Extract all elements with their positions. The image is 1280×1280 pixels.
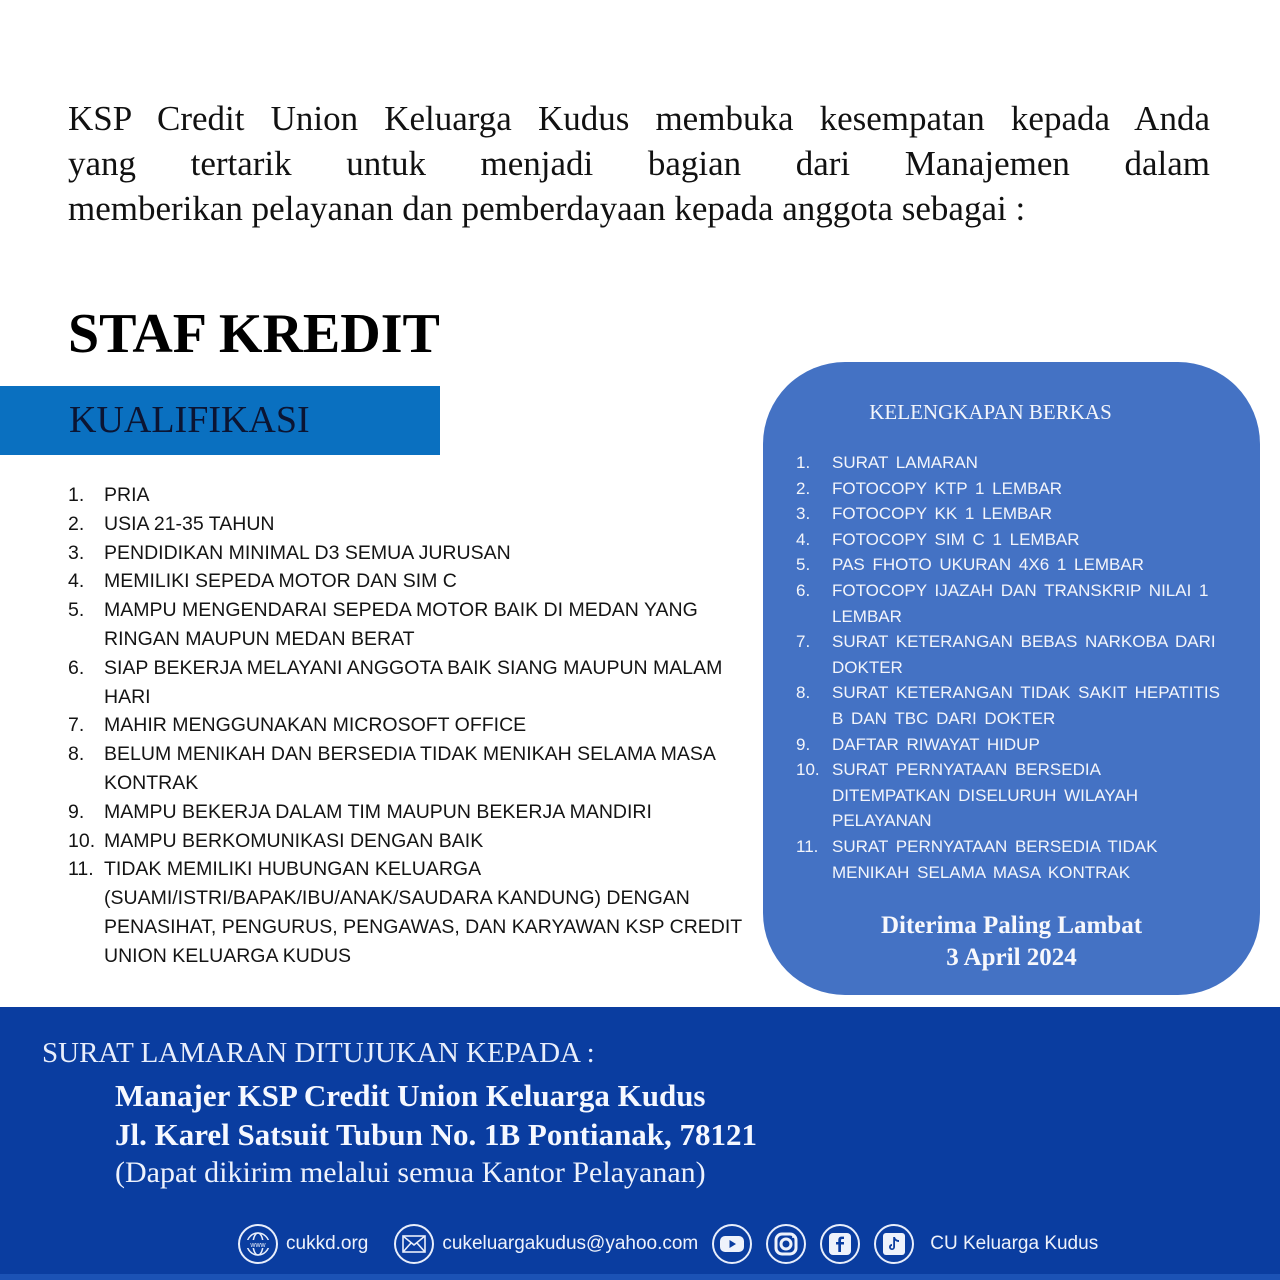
item-number: 11. bbox=[796, 836, 819, 856]
documents-list bbox=[796, 450, 1226, 885]
qualifications-heading-band bbox=[0, 386, 440, 455]
item-number: 2. bbox=[796, 478, 811, 498]
item-text: FOTOCOPY KK 1 LEMBAR bbox=[832, 504, 1052, 524]
address-label: SURAT LAMARAN DITUJUKAN KEPADA : bbox=[42, 1037, 595, 1069]
social-handle: CU Keluarga Kudus bbox=[930, 1233, 1099, 1254]
item-number: 11. bbox=[68, 858, 94, 881]
document-item bbox=[796, 680, 1226, 731]
document-item bbox=[796, 834, 1226, 885]
item-text: FOTOCOPY SIM C 1 LEMBAR bbox=[832, 529, 1080, 549]
item-number: 3. bbox=[796, 504, 811, 524]
item-text: MAMPU BERKOMUNIKASI DENGAN BAIK bbox=[104, 829, 484, 852]
recipient-name: Manajer KSP Credit Union Keluarga Kudus bbox=[115, 1078, 706, 1113]
intro-line-2: yang tertarik untuk menjadi bagian dari Manajemen dalam bbox=[68, 144, 1210, 183]
qualification-item bbox=[68, 827, 758, 856]
item-number: 7. bbox=[68, 714, 85, 737]
qualifications-heading: KUALIFIKASI bbox=[69, 399, 310, 441]
item-text: MAMPU BEKERJA DALAM TIM MAUPUN BEKERJA MANDIRI bbox=[104, 800, 652, 823]
deadline bbox=[763, 910, 1260, 974]
document-item bbox=[796, 527, 1226, 553]
delivery-note: (Dapat dikirim melalui semua Kantor Pelayanan) bbox=[115, 1156, 706, 1189]
item-text: FOTOCOPY KTP 1 LEMBAR bbox=[832, 478, 1063, 498]
deadline-date: 3 April 2024 bbox=[946, 944, 1077, 971]
item-number: 10. bbox=[68, 829, 96, 852]
position-title: STAF KREDIT bbox=[68, 303, 440, 365]
item-number: 8. bbox=[68, 743, 85, 766]
item-number: 1. bbox=[68, 484, 85, 506]
item-text: SURAT LAMARAN bbox=[832, 453, 978, 472]
item-number: 7. bbox=[796, 632, 811, 652]
item-number: 5. bbox=[796, 555, 811, 575]
qualification-item bbox=[68, 654, 758, 712]
item-number: 9. bbox=[796, 734, 811, 754]
qualification-item bbox=[68, 539, 758, 568]
svg-text:www: www bbox=[250, 1242, 266, 1249]
item-number: 4. bbox=[796, 529, 811, 549]
item-text: BELUM MENIKAH DAN BERSEDIA TIDAK MENIKAH SELAMA MASA KONTRAK bbox=[104, 743, 715, 794]
qualification-item bbox=[68, 740, 758, 798]
instagram-icon[interactable] bbox=[766, 1224, 806, 1264]
document-item bbox=[796, 757, 1226, 834]
deadline-label: Diterima Paling Lambat bbox=[880, 912, 1143, 939]
facebook-icon[interactable] bbox=[820, 1224, 860, 1264]
email-link[interactable]: cukeluargakudus@yahoo.com bbox=[442, 1233, 699, 1254]
www-globe-icon bbox=[238, 1224, 278, 1264]
footer-band bbox=[0, 1007, 1280, 1280]
recipient-address: Jl. Karel Satsuit Tubun No. 1B Pontianak, 78121 bbox=[115, 1117, 757, 1152]
document-item bbox=[796, 552, 1226, 578]
intro-line-1: KSP Credit Union Keluarga Kudus membuka kesempatan kepada Anda bbox=[68, 99, 1210, 138]
item-text: TIDAK MEMILIKI HUBUNGAN KELUARGA (SUAMI/ISTRI/BAPAK/IBU/ANAK/SAUDARA KANDUNG) DENGAN PENASIHAT, PENGURUS, PENGAWAS, DAN KARYAWAN KSP CREDIT UNION KELUARGA KUDUS bbox=[104, 858, 742, 967]
item-text: PENDIDIKAN MINIMAL D3 SEMUA JURUSAN bbox=[104, 541, 511, 564]
qualification-item bbox=[68, 596, 758, 654]
item-number: 4. bbox=[68, 570, 85, 593]
item-number: 6. bbox=[68, 656, 85, 679]
document-item bbox=[796, 629, 1226, 680]
item-text: SURAT PERNYATAAN BERSEDIA DITEMPATKAN DISELURUH WILAYAH PELAYANAN bbox=[832, 760, 1139, 831]
tiktok-icon[interactable] bbox=[874, 1224, 914, 1264]
document-item bbox=[796, 476, 1226, 502]
item-text: SIAP BEKERJA MELAYANI ANGGOTA BAIK SIANG MAUPUN MALAM HARI bbox=[104, 656, 723, 708]
item-text: SURAT PERNYATAAN BERSEDIA TIDAK MENIKAH SELAMA MASA KONTRAK bbox=[832, 836, 1158, 882]
item-number: 9. bbox=[68, 800, 85, 823]
footer-bottom-stripe bbox=[0, 1274, 1280, 1280]
item-number: 5. bbox=[68, 599, 85, 622]
contact-bar bbox=[238, 1222, 1098, 1266]
documents-heading: KELENGKAPAN BERKAS bbox=[869, 400, 1112, 424]
qualification-item bbox=[68, 855, 758, 970]
item-text: MEMILIKI SEPEDA MOTOR DAN SIM C bbox=[104, 570, 457, 593]
document-item bbox=[796, 501, 1226, 527]
item-text: SURAT KETERANGAN TIDAK SAKIT HEPATITIS B DAN TBC DARI DOKTER bbox=[832, 683, 1220, 728]
intro-line-3: memberikan pelayanan dan pemberdayaan kepada anggota sebagai : bbox=[68, 189, 1026, 228]
item-number: 6. bbox=[796, 580, 811, 600]
item-text: PRIA bbox=[104, 484, 150, 506]
document-item bbox=[796, 578, 1226, 629]
item-text: MAMPU MENGENDARAI SEPEDA MOTOR BAIK DI MEDAN YANG RINGAN MAUPUN MEDAN BERAT bbox=[104, 599, 698, 650]
item-number: 8. bbox=[796, 683, 811, 703]
item-number: 2. bbox=[68, 512, 85, 535]
qualifications-list bbox=[68, 481, 758, 971]
document-item bbox=[796, 732, 1226, 758]
item-number: 10. bbox=[796, 760, 820, 780]
item-number: 1. bbox=[796, 453, 811, 472]
item-number: 3. bbox=[68, 541, 85, 564]
item-text: SURAT KETERANGAN BEBAS NARKOBA DARI DOKTER bbox=[832, 632, 1216, 677]
qualification-item bbox=[68, 567, 758, 596]
documents-box bbox=[763, 362, 1260, 995]
item-text: USIA 21-35 TAHUN bbox=[104, 512, 275, 535]
website-link[interactable]: cukkd.org bbox=[286, 1233, 369, 1254]
item-text: PAS FHOTO UKURAN 4X6 1 LEMBAR bbox=[832, 555, 1144, 575]
item-text: DAFTAR RIWAYAT HIDUP bbox=[832, 734, 1040, 754]
qualification-item bbox=[68, 510, 758, 539]
item-text: FOTOCOPY IJAZAH DAN TRANSKRIP NILAI 1 LEMBAR bbox=[832, 580, 1209, 626]
item-text: MAHIR MENGGUNAKAN MICROSOFT OFFICE bbox=[104, 714, 527, 737]
envelope-icon bbox=[394, 1224, 434, 1264]
youtube-icon[interactable] bbox=[712, 1224, 752, 1264]
qualification-item bbox=[68, 711, 758, 740]
intro-paragraph bbox=[68, 96, 1210, 231]
qualification-item bbox=[68, 481, 758, 510]
qualification-item bbox=[68, 798, 758, 827]
document-item bbox=[796, 450, 1226, 476]
